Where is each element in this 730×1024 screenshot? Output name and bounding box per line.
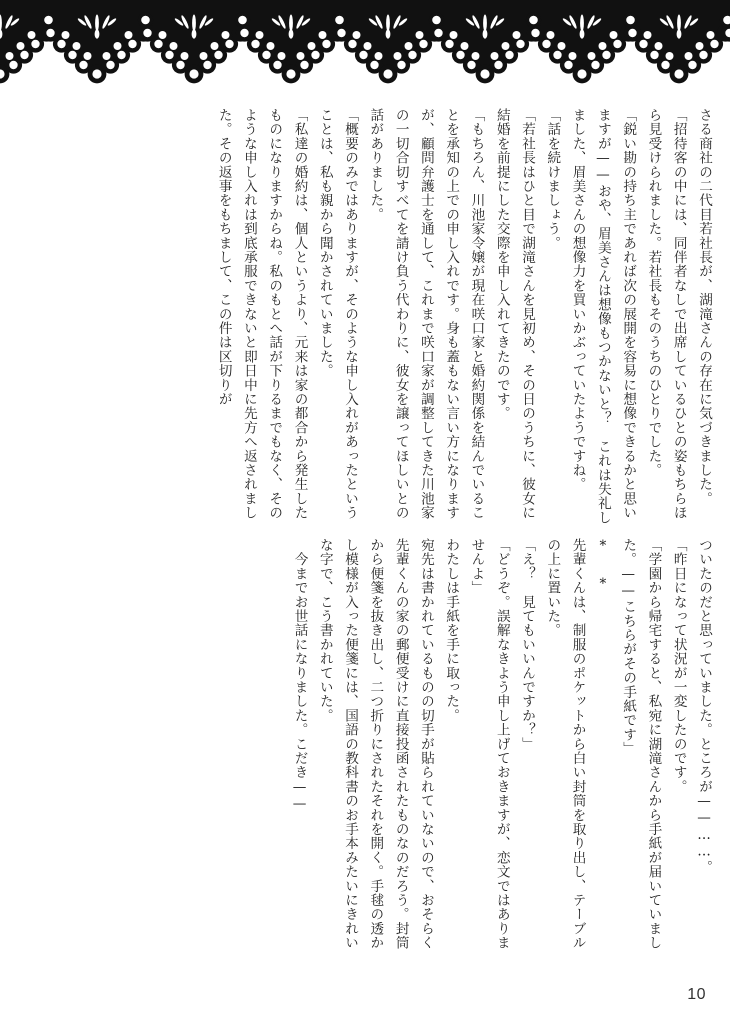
lace-border-ornament <box>0 0 730 90</box>
paragraph: 「どうぞ。誤解なきよう申し上げておきますが、恋文ではありませんよ」 <box>468 538 510 950</box>
paragraph: 「学園から帰宅すると、私宛に湖滝さんから手紙が届いていました。——こちらがその手紙です」 <box>620 538 662 950</box>
paragraph: 「もちろん、川池家令嬢が現在咲口家と婚約関係を結んでいることを承知の上での申し入れです。身も蓋もない言い方になりますが、顧問弁護士を通して、これまで咲口家が調整してきた川池家の一切合切すべてを請け負う代わりに、彼女を譲ってほしいとの話がありました。 <box>367 108 485 520</box>
paragraph: 「話を続けましょう。 <box>544 108 561 250</box>
paragraph: 「鋭い勘の持ち主であれば次の展開を容易に想像できるかと思いますが——おや、眉美さんは想像もつかないと？ これは失礼しました、眉美さんの想像力を買いかぶっていたようですね。 <box>569 108 637 525</box>
paragraph: 「若社長はひと目で湖滝さんを見初め、その日のうちに、彼女に結婚を前提にした交際を申し入れてきたのです。 <box>493 108 536 520</box>
paragraph: 「招待客の中には、同伴者なしで出席しているひとの姿もちらほら見受けられました。若社長もそのうちのひとりでした。 <box>645 108 687 520</box>
paragraph: 宛先は書かれているものの切手が貼られていないので、おそらく先輩くんの家の郵便受けに直接投函されたものなのだろう。封筒から便箋を抜き出し、二つ折りにされたそれを開く。手毬の透かし模様が入った便箋には、国語の教科書のお手本みたいにきれいな字で、こう書かれていた。 <box>316 538 434 950</box>
paragraph: 今までお世話になりました。こだき—— <box>291 538 308 813</box>
paragraph: さる商社の二代目若社長が、湖滝さんの存在に気づきました。 <box>696 108 712 506</box>
paragraph: 「私達の婚約は、個人というより、元来は家の都合から発生したものになりますからね。私のもとへ話が下りるまでもなく、そのような申し入れは到底承服できないと即日中に先方へ返されました。その返事をもちまして、この件は区切りが <box>215 108 308 520</box>
paragraph: 「え？ 見てもいいんですか？」 <box>519 538 536 751</box>
body-text-upper-block <box>210 108 716 528</box>
paragraph: 「昨日になって状況が一変したのです。 <box>670 538 687 794</box>
paragraph: 先輩くんは、制服のポケットから白い封筒を取り出し、テーブルの上に置いた。 <box>544 538 586 950</box>
body-text-lower-block <box>286 538 716 958</box>
page-number: 10 <box>687 986 706 1003</box>
paragraph: わたしは手紙を手に取った。 <box>443 538 460 723</box>
paragraph: ついたのだと思っていました。ところが——……。 <box>696 538 712 875</box>
paragraph: 「概要のみではありますが、そのような申し入れがあったということは、私も親から聞かされていました。 <box>316 108 359 520</box>
scene-break-marker: * * <box>594 538 611 595</box>
